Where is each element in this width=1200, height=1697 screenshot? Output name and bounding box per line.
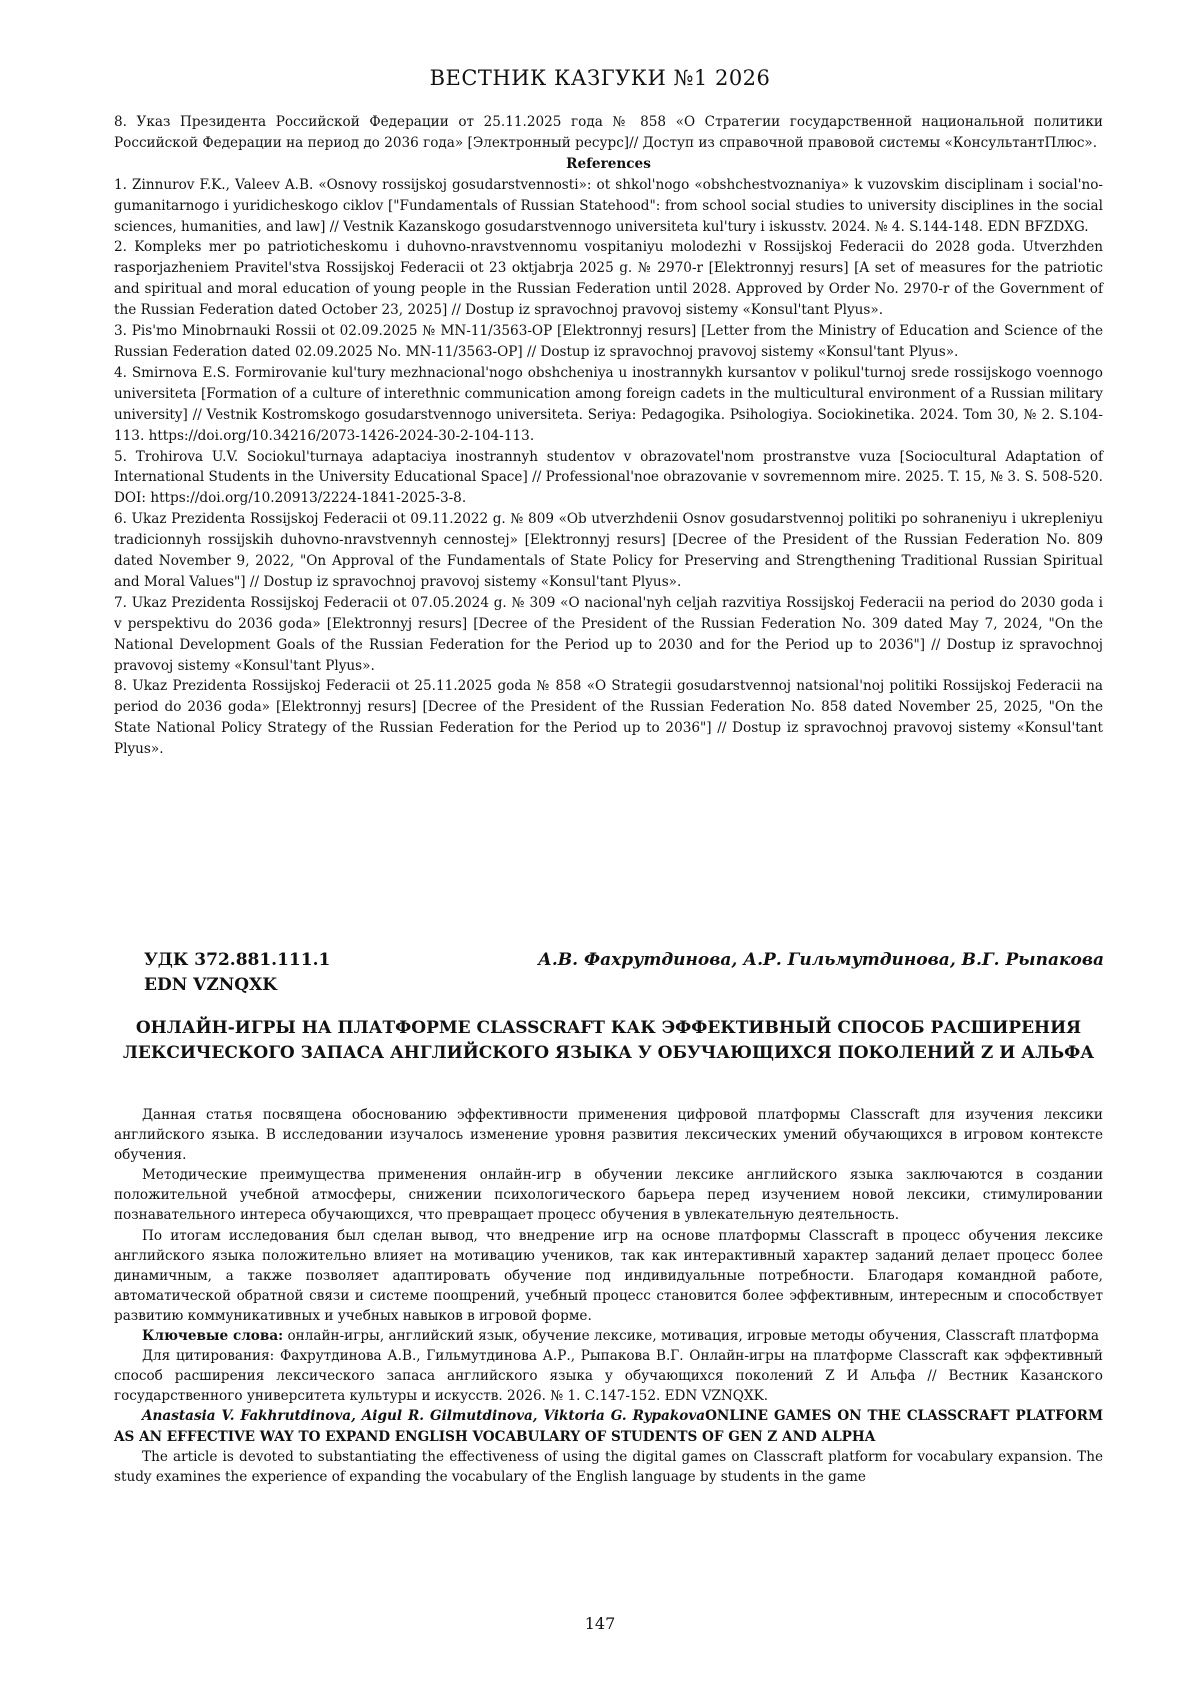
journal-header: ВЕСТНИК КАЗГУКИ №1 2026 [429, 66, 771, 90]
reference-item: 7. Ukaz Prezidenta Rossijskoj Federacii ot 07.05.2024 g. № 309 «O nacional'nyh celjah razvitiya Rossijskoj Federacii na period do 2030 goda i v perspektivu do 2036 goda» [Elektronnyj resurs] [Decree of the President of the Russian Federation No. 309 dated May 7, 2024, "On the National Development Goals of the Russian Federation for the Period up to 2030 and for the Period up to 2036"] // Dostup iz spravochnoj pravovoj sistemy «Konsul'tant Plyus». [114, 594, 1103, 674]
authors-ru: А.В. Фахрутдинова, А.Р. Гильмутдинова, В.Г. Рыпакова [538, 950, 1104, 970]
reference-item: 5. Trohirova U.V. Sociokul'turnaya adaptaciya inostrannyh studentov v obrazovatel'nom prostranstve vuza [Sociocultural Adaptation of International Students in the University Educational Space] // Professional'noe obrazovanie v sovremennom mire. 2025. T. 15, № 3. S. 508-520. DOI: https://doi.org/10.20913/2224-1841-2025-3-8. [114, 448, 1103, 507]
keywords-paragraph [114, 1326, 1103, 1346]
abstract-paragraph: По итогам исследования был сделан вывод, что внедрение игр на основе платформы Classcraft в процесс обучения лексике английского языка положительно влияет на мотивацию учеников, так как интерактивный характер заданий делает процесс более динамичным, а также позволяет адаптировать обучение под индивидуальные потребности. Благодаря командной работе, автоматической обратной связи и системе поощрений, учебный процесс становится более эффективным, интересным и способствует развитию коммуникативных и учебных навыков в игровой форме. [114, 1227, 1103, 1324]
article-title-en: ONLINE GAMES ON THE CLASSCRAFT PLATFORM AS AN EFFECTIVE WAY TO EXPAND ENGLISH VOCABULARY OF STUDENTS OF GEN Z AND ALPHA [114, 1408, 1103, 1445]
reference-item: 2. Kompleks mer po patrioticheskomu i duhovno-nravstvennomu vospitaniyu molodezhi v Rossijskoj Federacii do 2028 goda. Utverzhden rasporjazheniem Pravitel'stva Rossijskoj Federacii ot 23 oktjabrja 2025 g. № 2970-r [Elektronnyj resurs] [A set of measures for the patriotic and spiritual and moral education of young people in the Russian Federation until 2028. Approved by Order No. 2970-r of the Government of the Russian Federation dated October 23, 2025] // Dostup iz spravochnoj pravovoj sistemy «Konsul'tant Plyus». [114, 239, 1103, 319]
abstract-en-paragraph: The article is devoted to substantiating the effectiveness of using the digital games on Classcraft platform for vocabulary expansion. The study examines the experience of expanding the vocabulary of the English language by students in the game [114, 1448, 1103, 1485]
reference-item: 4. Smirnova E.S. Formirovanie kul'tury mezhnacional'nogo obshcheniya u inostrannykh kursantov v polikul'turnoj srede rossijskogo voennogo universiteta [Formation of a culture of interethnic communication among foreign cadets in the multicultural environment of a Russian military university] // Vestnik Kostromskogo gosudarstvennogo universiteta. Seriya: Pedagogika. Psihologiya. Sociokinetika. 2024. Tom 30, № 2. S.104-113. https://doi.org/10.34216/2073-1426-2024-30-2-104-113. [114, 364, 1103, 444]
reference-item: 3. Pis'mo Minobrnauki Rossii ot 02.09.2025 № MN-11/3563-OP [Elektronnyj resurs] [Letter from the Ministry of Education and Science of the Russian Federation dated 02.09.2025 No. MN-11/3563-OP] // Dostup iz spravochnoj pravovoj sistemy «Konsul'tant Plyus». [114, 323, 1103, 360]
keywords-label: Ключевые слова: [142, 1328, 284, 1345]
udk-code: УДК 372.881.111.1 [144, 950, 331, 970]
authors-en: Anastasia V. Fakhrutdinova, Aigul R. Gilmutdinova, Viktoria G. Rypakova [142, 1408, 706, 1425]
keywords-list: онлайн-игры, английский язык, обучение лексике, мотивация, игровые методы обучения, Classcraft платформа [283, 1328, 1099, 1345]
english-header-paragraph [114, 1406, 1103, 1446]
reference-item: 8. Ukaz Prezidenta Rossijskoj Federacii ot 25.11.2025 goda № 858 «O Strategii gosudarstvennoj natsional'noj politiki Rossijskoj Federacii na period do 2036 goda» [Elektronnyj resurs] [Decree of the President of the Russian Federation No. 858 dated November 25, 2025, "On the State National Policy Strategy of the Russian Federation for the Period up to 2036"] // Dostup iz spravochnoj pravovoj sistemy «Konsul'tant Plyus». [114, 678, 1103, 758]
reference-item: 6. Ukaz Prezidenta Rossijskoj Federacii ot 09.11.2022 g. № 809 «Ob utverzhdenii Osnov gosudarstvennoj politiki po sohraneniyu i ukrepleniyu tradicionnyh rossijskih duhovno-nravstvennyh cennostej» [Elektronnyj resurs] [Decree of the President of the Russian Federation No. 809 dated November 9, 2022, "On Approval of the Fundamentals of State Policy for Preserving and Strengthening Traditional Russian Spiritual and Moral Values"] // Dostup iz spravochnoj pravovoj sistemy «Konsul'tant Plyus». [114, 511, 1103, 590]
article-title-ru: ОНЛАЙН-ИГРЫ НА ПЛАТФОРМЕ CLASSCRAFT КАК ЭФФЕКТИВНЫЙ СПОСОБ РАСШИРЕНИЯ ЛЕКСИЧЕСКОГО ЗАПАСА АНГЛИЙСКОГО ЯЗЫКА У ОБУЧАЮЩИХСЯ ПОКОЛЕНИЙ Z И АЛЬФА [122, 1018, 1095, 1063]
abstract-paragraph: Данная статья посвящена обоснованию эффективности применения цифровой платформы Classcraft для изучения лексики английского языка. В исследовании изучалось изменение уровня развития лексических умений обучающихся в игровом контексте обучения. [114, 1107, 1103, 1164]
references-heading: References [566, 155, 651, 172]
citation-paragraph: Для цитирования: Фахрутдинова А.В., Гильмутдинова А.Р., Рыпакова В.Г. Онлайн-игры на платформе Classcraft как эффективный способ расширения лексического запаса английского языка у обучающихся поколений Z И Альфа // Вестник Казанского государственного университета культуры и искусств. 2026. № 1. С.147-152. EDN VZNQXK. [114, 1348, 1103, 1405]
previous-article-references [114, 112, 1103, 760]
abstract-paragraph: Методические преимущества применения онлайн-игр в обучении лексике английского языка заключаются в создании положительной учебной атмосферы, снижении психологического барьера перед изучением новой лексики, стимулировании познавательного интереса обучающихся, что превращает процесс обучения в увлекательную деятельность. [114, 1167, 1103, 1224]
abstract-section [114, 1105, 1103, 1487]
reference-item: 1. Zinnurov F.K., Valeev A.B. «Osnovy rossijskoj gosudarstvennosti»: ot shkol'nogo «obshchestvoznaniya» k vuzovskim disciplinam i social'no-gumanitarnogo i yuridicheskogo ciklov ["Fundamentals of Russian Statehood": from school social studies to university disciplines in the social sciences, humanities, and law] // Vestnik Kazanskogo gosudarstvennogo universiteta kul'tury i iskusstv. 2024. № 4. S.144-148. EDN BFZDXG. [114, 176, 1103, 235]
page-number: 147 [584, 1614, 616, 1633]
edn-code: EDN VZNQXK [144, 975, 278, 995]
ru-reference-8: 8. Указ Президента Российской Федерации от 25.11.2025 года № 858 «О Стратегии государственной национальной политики Российской Федерации на период до 2036 года» [Электронный ресурс]// Доступ из справочной правовой системы «КонсультантПлюс». [114, 114, 1103, 151]
